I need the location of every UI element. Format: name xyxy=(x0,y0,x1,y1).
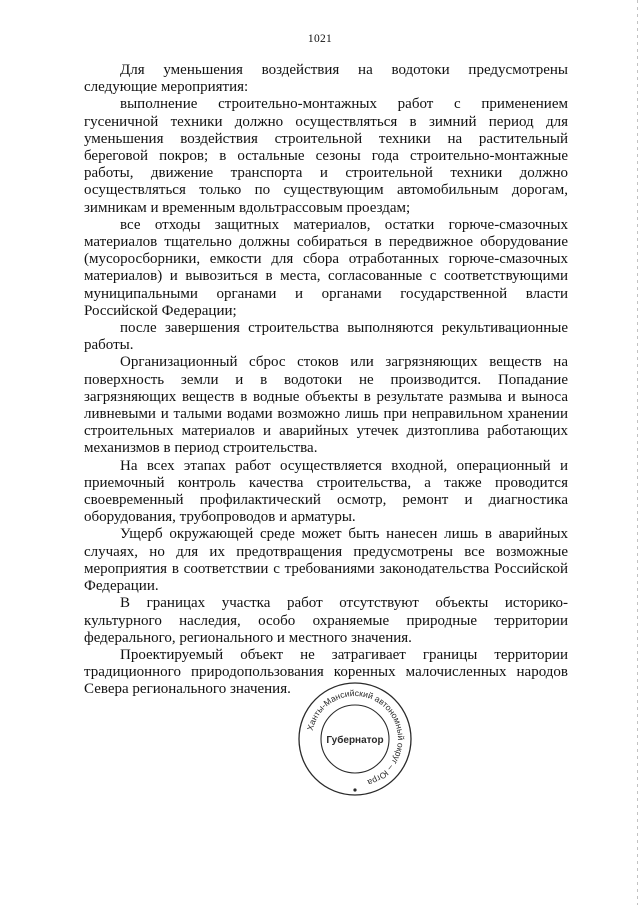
paragraph: Проектируемый объект не затрагивает границы территории традиционного природопользования коренных малочисленных народов Севера регионального значения. xyxy=(84,646,568,698)
seal-center-text: Губернатор xyxy=(326,735,384,746)
seal-ring-text: Ханты-Мансийский автономный округ – Югра xyxy=(304,687,407,788)
paragraph: На всех этапах работ осуществляется входной, операционный и приемочный контроль качества строительства, а также проводится своевременный профилактический осмотр, ремонт и диагностика оборудования, трубопроводов и арматуры. xyxy=(84,457,568,526)
body-text xyxy=(84,62,568,699)
paragraph: все отходы защитных материалов, остатки горюче-смазочных материалов тщательно должны собираться в передвижное оборудование (мусоросборники, емкости для сбора отработанных горюче-смазочных материалов) и вывозиться в места, согласованные с соответствующими муниципальными органами и органами государственной власти Российской Федерации; xyxy=(84,216,568,319)
seal-dot xyxy=(353,788,356,791)
page-edge-line xyxy=(637,0,638,905)
paragraph: Ущерб окружающей среде может быть нанесен лишь в аварийных случаях, но для их предотвращения предусмотрены все возможные мероприятия в соответствии с требованиями законодательства Российской Федерации. xyxy=(84,526,568,595)
page-number: 1021 xyxy=(307,33,333,45)
seal-graphic xyxy=(296,680,414,798)
paragraph: В границах участка работ отсутствуют объекты историко-культурного наследия, особо охраняемые природные территории федерального, регионального и местного значения. xyxy=(84,595,568,646)
paragraph: Организационный сброс стоков или загрязняющих веществ на поверхность земли и в водотоки не производится. Попадание загрязняющих веществ в водные объекты в результате размыва и выноса ливневыми и талыми водами возможно лишь при неправильном хранении строительных материалов и аварийных утечек дизтоплива работающих механизмов в период строительства. xyxy=(84,354,568,457)
paragraph: выполнение строительно-монтажных работ с применением гусеничной техники должно осуществляться в зимний период для уменьшения воздействия строительной техники на растительный береговой покров; в остальные сезоны года строительно-монтажные работы, движение транспорта и строительной техники должно осуществляться только по существующим автомобильным дорогам, зимникам и временным вдольтрассовым проездам; xyxy=(84,96,568,216)
paragraph: Для уменьшения воздействия на водотоки предусмотрены следующие мероприятия: xyxy=(84,62,568,96)
paragraph: после завершения строительства выполняются рекультивационные работы. xyxy=(84,320,568,354)
official-seal-stamp xyxy=(296,680,414,798)
